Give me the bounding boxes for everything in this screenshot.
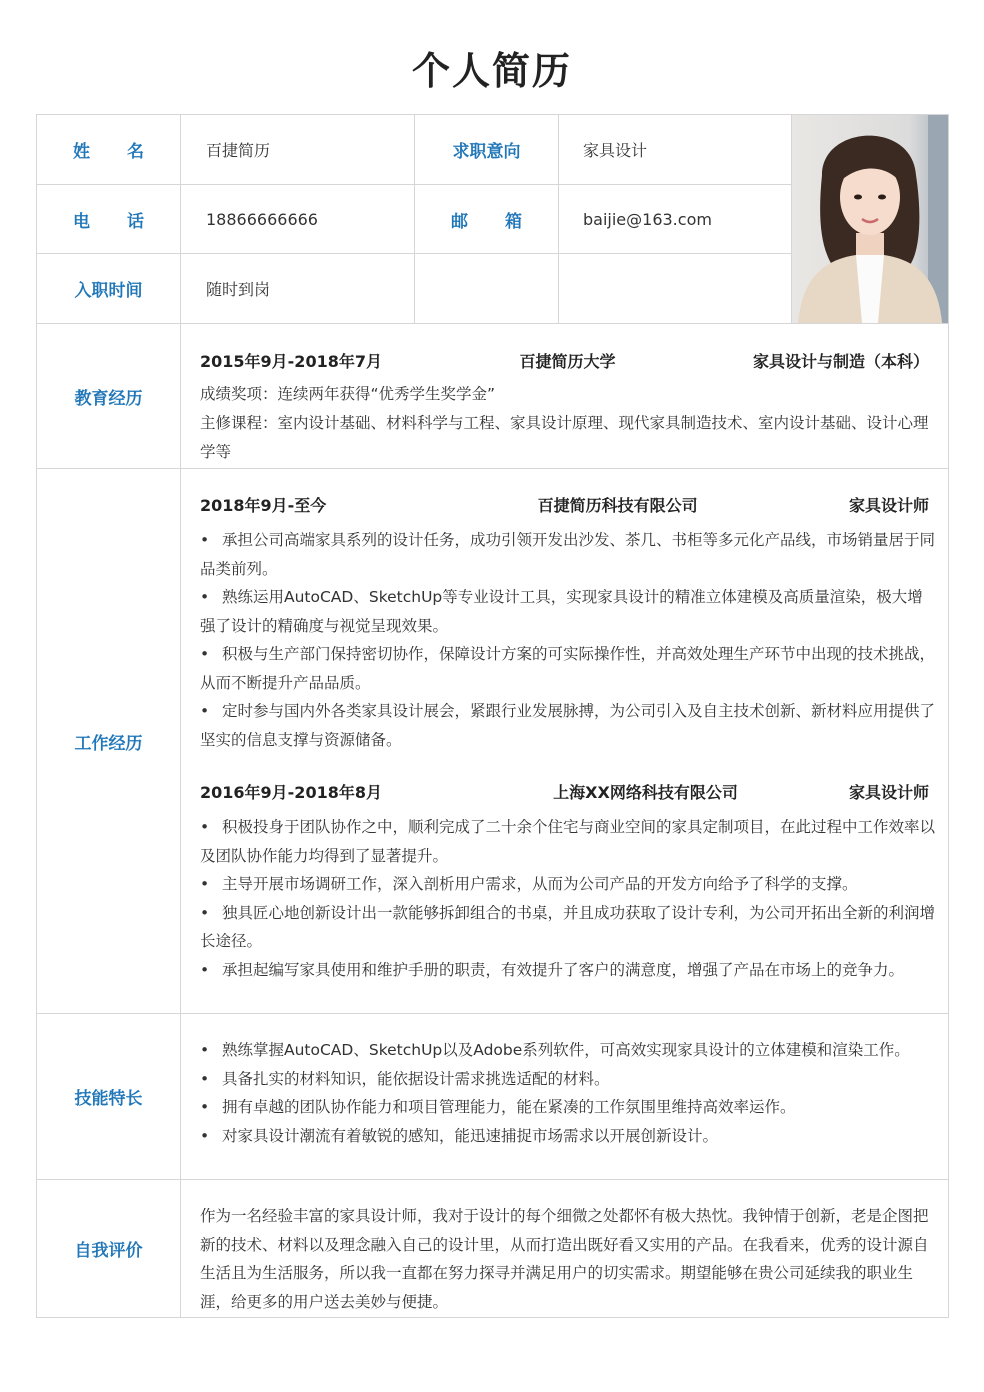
education-label: 教育经历: [74, 388, 143, 409]
job-company: 上海XX网络科技有限公司: [553, 783, 738, 802]
list-item: • 主导开展市场调研工作，深入剖析用户需求，从而为公司产品的开发方向给予了科学的支撑。: [200, 870, 935, 899]
table-border-bottom: [36, 1317, 949, 1318]
intent-value: 家具设计: [583, 141, 648, 160]
col-divider: [558, 114, 559, 324]
list-item: • 熟练运用AutoCAD、SketchUp等专业设计工具，实现家具设计的精准立体建模及高质量渲染，极大增强了设计的精确度与视觉呈现效果。: [200, 583, 935, 640]
job-title: 家具设计师: [848, 496, 929, 515]
skills-label: 技能特长: [74, 1089, 143, 1109]
list-item: • 具备扎实的材料知识，能依据设计需求挑选适配的材料。: [200, 1065, 935, 1094]
job-header: [200, 780, 929, 803]
table-border-right: [948, 114, 949, 1318]
education-courses: 主修课程：室内设计基础、材料科学与工程、家具设计原理、现代家具制造技术、室内设计基础、设计心理学等: [200, 414, 929, 461]
name-value: 百捷简历: [206, 141, 271, 160]
list-item: • 拥有卓越的团队协作能力和项目管理能力，能在紧凑的工作氛围里维持高效率运作。: [200, 1093, 935, 1122]
email-label: 邮 箱: [451, 211, 522, 232]
list-item: • 积极与生产部门保持密切协作，保障设计方案的可实际操作性，并高效处理生产环节中出现的技术挑战，从而不断提升产品品质。: [200, 640, 935, 697]
list-item: • 定时参与国内外各类家具设计展会，紧跟行业发展脉搏，为公司引入及自主技术创新、新材料应用提供了坚实的信息支撑与资源储备。: [200, 697, 935, 754]
skills-list: [200, 1036, 935, 1150]
profile-photo: [792, 115, 948, 323]
name-label: 姓 名: [73, 142, 144, 162]
job-period: 2016年9月-2018年8月: [200, 783, 382, 802]
list-item: • 对家具设计潮流有着敏锐的感知，能迅速捕捉市场需求以开展创新设计。: [200, 1122, 935, 1151]
self-eval-text: 作为一名经验丰富的家具设计师，我对于设计的每个细微之处都怀有极大热忱。我钟情于创新，老是企图把新的技术、材料以及理念融入自己的设计里，从而打造出既好看又实用的产品。在我看来，优秀的设计源自生活且为生活服务，所以我一直都在努力探寻并满足用户的切实需求。期望能够在贵公司延续我的职业生涯，给更多的用户送去美妙与便捷。: [200, 1207, 929, 1311]
start-date-label: 入职时间: [74, 281, 143, 301]
phone-label: 电 话: [73, 211, 144, 232]
intent-label: 求职意向: [452, 142, 521, 162]
self-eval-label: 自我评价: [74, 1241, 143, 1261]
page-title: 个人简历: [411, 49, 572, 93]
col-divider: [180, 114, 181, 1318]
work-label: 工作经历: [74, 733, 143, 754]
list-item: • 承担起编写家具使用和维护手册的职责，有效提升了客户的满意度，增强了产品在市场上的竞争力。: [200, 956, 935, 985]
education-school: 百捷简历大学: [519, 352, 616, 371]
list-item: • 承担公司高端家具系列的设计任务，成功引领开发出沙发、茶几、书柜等多元化产品线，市场销量居于同品类前列。: [200, 526, 935, 583]
list-item: • 熟练掌握AutoCAD、SketchUp以及Adobe系列软件，可高效实现家具设计的立体建模和渲染工作。: [200, 1036, 935, 1065]
start-date-value: 随时到岗: [206, 280, 271, 299]
job-duties: [200, 526, 935, 754]
education-period: 2015年9月-2018年7月: [200, 352, 382, 371]
job-period: 2018年9月-至今: [200, 496, 327, 515]
job-title: 家具设计师: [848, 783, 929, 802]
list-item: • 积极投身于团队协作之中，顺利完成了二十余个住宅与商业空间的家具定制项目，在此过程中工作效率以及团队协作能力均得到了显著提升。: [200, 813, 935, 870]
email-value: baijie@163.com: [583, 209, 712, 229]
job-company: 百捷简历科技有限公司: [537, 496, 698, 515]
phone-value: 18866666666: [206, 209, 318, 229]
job-header: [200, 493, 929, 516]
job-duties: [200, 813, 935, 984]
education-major: 家具设计与制造（本科）: [752, 352, 929, 371]
education-header: [200, 349, 929, 372]
education-award: 成绩奖项：连续两年获得“优秀学生奖学金”: [200, 385, 496, 403]
list-item: • 独具匠心地创新设计出一款能够拆卸组合的书桌，并且成功获取了设计专利，为公司开拓出全新的利润增长途径。: [200, 899, 935, 956]
